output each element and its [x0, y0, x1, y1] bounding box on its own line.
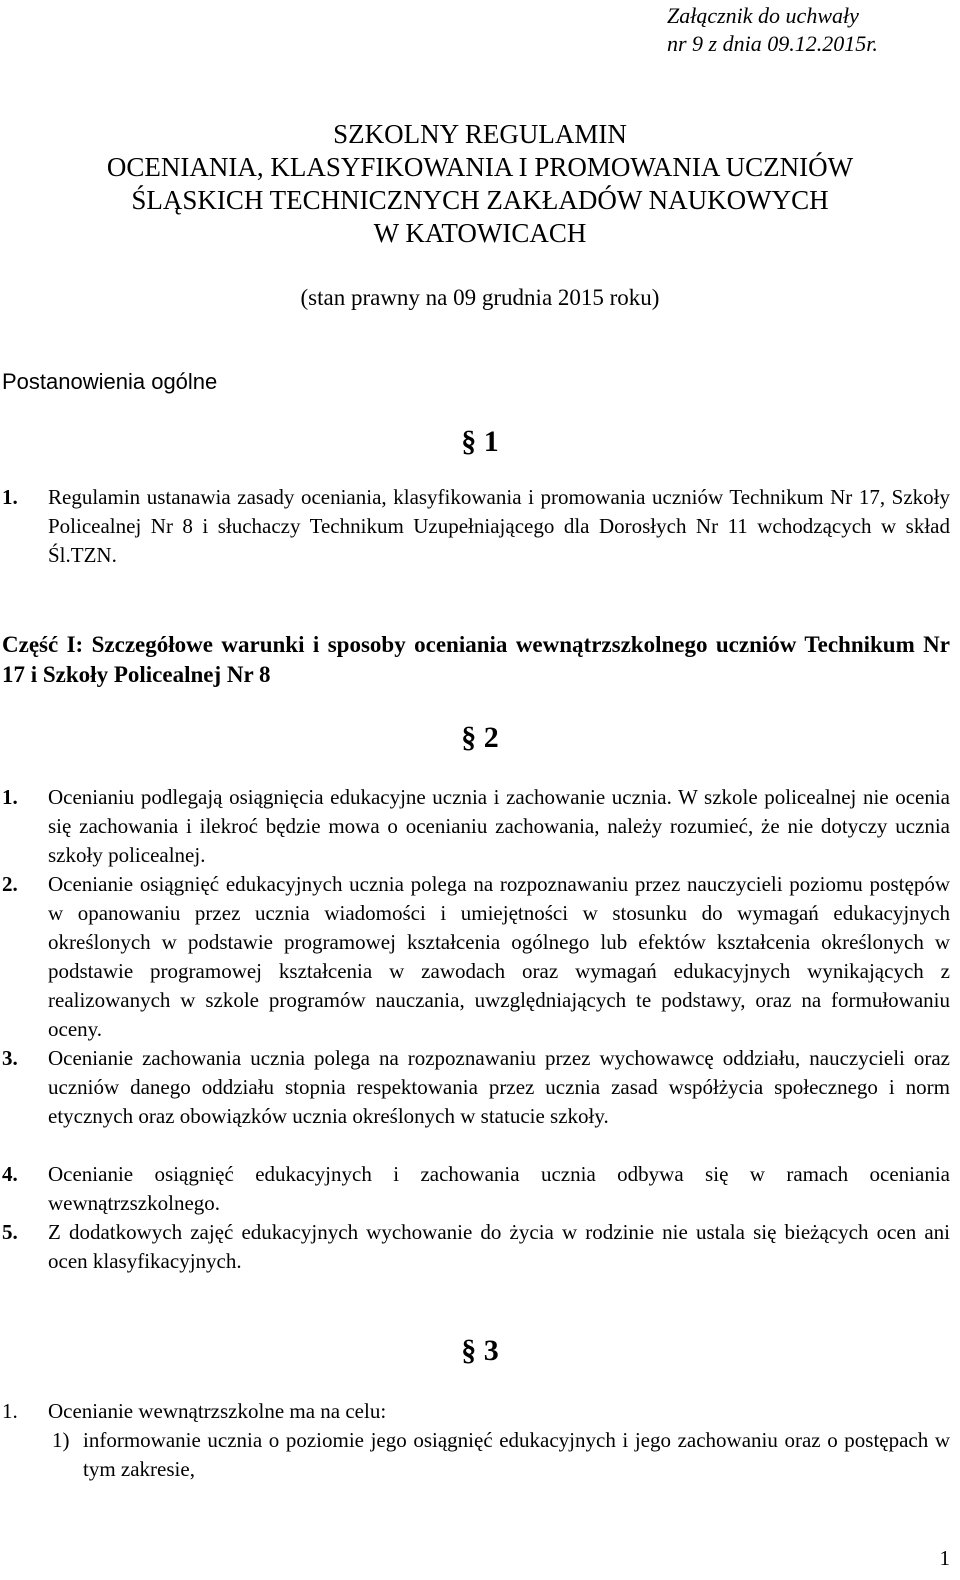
item-text: Ocenianie osiągnięć edukacyjnych ucznia polega na rozpoznawaniu przez nauczycieli poziomu postępów w opanowaniu przez ucznia wiadomości i umiejętności w stosunku do wymagań edukacyjnych określonych w podstawie programowej kształcenia ogólnego lub efektów kształcenia określonych w podstawie programowej kształcenia w zawodach oraz wymagań edukacyjnych wynikających z realizowanych w szkole programów nauczania, uwzględniających te podstawy, oraz na formułowaniu oceny. [48, 872, 950, 1041]
item-text: Ocenianie osiągnięć edukacyjnych i zachowania ucznia odbywa się w ramach oceniania wewnątrzszkolnego. [48, 1162, 950, 1215]
item-number: 3. [2, 1046, 18, 1070]
title-line-1: SZKOLNY REGULAMIN [333, 119, 627, 149]
list-item [0, 1218, 950, 1276]
item-number: 1. [2, 485, 18, 509]
item-text: Ocenianiu podlegają osiągnięcia edukacyjne ucznia i zachowanie ucznia. W szkole policealnej nie ocenia się zachowania i ilekroć będzie mowa o ocenianiu zachowania, należy rozumieć, że nie dotyczy ucznia szkoły policealnej. [48, 785, 950, 867]
item-text: Ocenianie wewnątrzszkolne ma na celu: [48, 1399, 387, 1423]
item-text: Regulamin ustanawia zasady oceniania, klasyfikowania i promowania uczniów Technikum Nr 17, Szkoły Policealnej Nr 8 i słuchaczy Technikum Uzupełniającego dla Dorosłych Nr 11 wchodzących w skład Śl.TZN. [48, 485, 950, 567]
item-text: Ocenianie zachowania ucznia polega na rozpoznawaniu przez wychowawcę oddziału, nauczycieli oraz uczniów danego oddziału stopnia respektowania przez ucznia zasad współżycia społecznego i norm etycznych oraz obowiązków ucznia określonych w statucie szkoły. [48, 1046, 950, 1128]
paragraph-sign-3: § 3 [461, 1334, 499, 1367]
title-line-2: OCENIANIA, KLASYFIKOWANIA I PROMOWANIA UCZNIÓW [106, 152, 854, 182]
item-number: 1. [2, 1399, 18, 1423]
title-line-3: ŚLĄSKICH TECHNICZNYCH ZAKŁADÓW NAUKOWYCH [131, 185, 829, 215]
sub-item-text: informowanie ucznia o poziomie jego osiągnięć edukacyjnych i jego zachowaniu oraz o postępach w tym zakresie, [83, 1428, 950, 1481]
list-item [0, 483, 950, 570]
list-item [0, 783, 950, 870]
list-item [0, 1044, 950, 1131]
title-line-4: W KATOWICACH [373, 218, 587, 248]
list-item [0, 870, 950, 1044]
document-subtitle: (stan prawny na 09 grudnia 2015 roku) [300, 285, 660, 310]
sub-list-item [52, 1426, 950, 1484]
section-label: Postanowienia ogólne [2, 369, 218, 394]
item-text: Z dodatkowych zajęć edukacyjnych wychowanie do życia w rodzinie nie ustala się bieżących ocen ani ocen klasyfikacyjnych. [48, 1220, 950, 1273]
paragraph-sign-1: § 1 [461, 425, 499, 458]
list-item [0, 1160, 950, 1218]
paragraph-sign-2: § 2 [461, 721, 499, 754]
part-heading: Część I: Szczegółowe warunki i sposoby oceniania wewnątrzszkolnego uczniów Technikum Nr 17 i Szkoły Policealnej Nr 8 [2, 632, 950, 687]
sub-item-number: 1) [52, 1428, 70, 1452]
attachment-line-1: Załącznik do uchwały [667, 3, 859, 28]
item-number: 2. [2, 872, 18, 896]
item-number: 4. [2, 1162, 18, 1186]
document-title [0, 118, 960, 250]
item-number: 1. [2, 785, 18, 809]
page-number: 1 [939, 1546, 950, 1570]
attachment-note [667, 2, 878, 58]
item-number: 5. [2, 1220, 18, 1244]
list-item [0, 1397, 950, 1426]
attachment-line-2: nr 9 z dnia 09.12.2015r. [667, 31, 878, 56]
